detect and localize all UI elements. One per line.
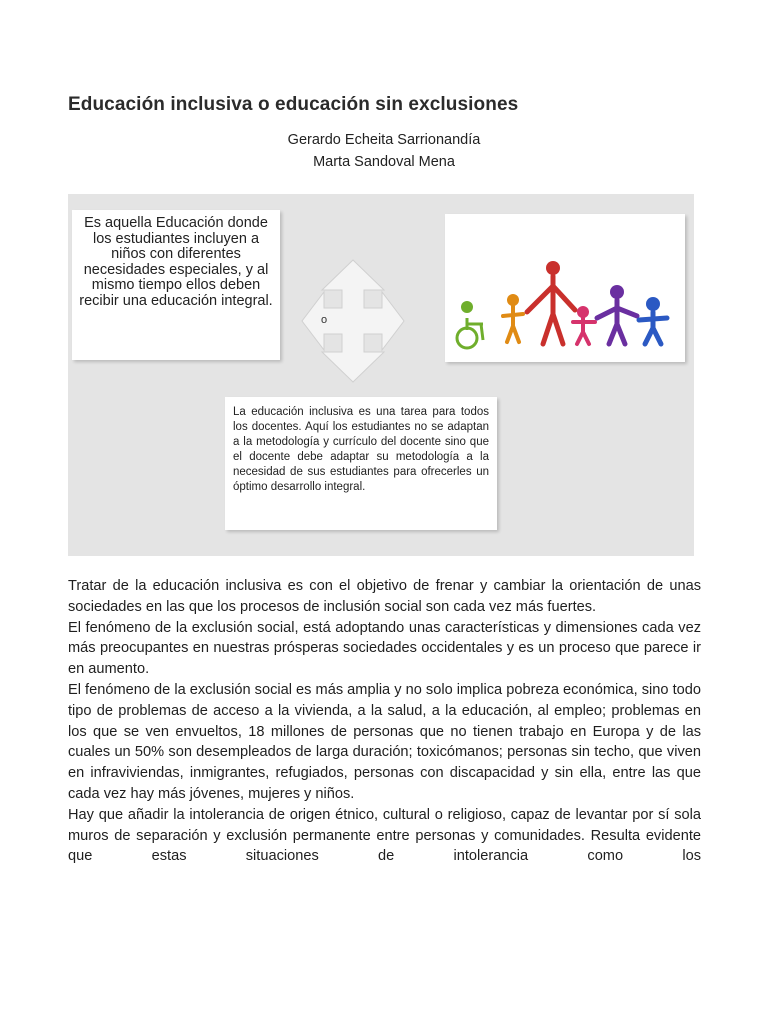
- body-text: [68, 576, 701, 867]
- concept-figure: [68, 194, 694, 556]
- paragraph: El fenómeno de la exclusión social, está adoptando unas características y dimensiones cada vez más preocupantes en nuestras prósperas sociedades occidentales y es un proceso que parece ir en aumento.: [68, 619, 701, 678]
- document-title: Educación inclusiva o educación sin exclusiones: [68, 94, 519, 115]
- paragraph: Hay que añadir la intolerancia de origen étnico, cultural o religioso, capaz de levantar por sí sola muros de separación y exclusión permanente entre personas y comunidades. Resulta evidente que estas situaciones de intolerancia como los: [68, 806, 701, 865]
- four-way-arrow-icon: [298, 256, 408, 386]
- author-name: Gerardo Echeita Sarrionandía: [287, 132, 481, 148]
- paragraph: Tratar de la educación inclusiva es con el objetivo de frenar y cambiar la orientación de unas sociedades en las que los procesos de inclusión social son cada vez más fuertes.: [68, 578, 701, 615]
- center-label: o: [321, 314, 328, 326]
- people-holding-hands-icon: [445, 214, 685, 362]
- definition-card: [72, 210, 280, 360]
- author-name: Marta Sandoval Mena: [313, 154, 455, 170]
- illustration-card: [445, 214, 685, 362]
- definition-text: Es aquella Educación donde los estudiantes incluyen a niños con diferentes necesidades especiales, y al mismo tiempo ellos deben recibir una educación integral.: [79, 215, 273, 309]
- explanation-text: La educación inclusiva es una tarea para todos los docentes. Aquí los estudiantes no se adaptan a la metodología y currículo del docente sino que el docente debe adaptar su metodología a la necesidad de sus estudiantes para ofrecerles un óptimo desarrollo integral.: [233, 406, 489, 494]
- paragraph: El fenómeno de la exclusión social es más amplia y no solo implica pobreza económica, sino todo tipo de problemas de acceso a la vivienda, a la salud, a la educación, al empleo; problemas en los que se ven envueltos, 18 millones de personas que no tienen trabajo en Europa y de las cuales un 50% son desempleados de larga duración; toxicómanos; personas sin techo, que viven en infraviviendas, inmigrantes, refugiados, personas con discapacidad y sin ella, entre las que cada vez hay más jóvenes, mujeres y niños.: [68, 681, 701, 802]
- explanation-card: [225, 397, 497, 530]
